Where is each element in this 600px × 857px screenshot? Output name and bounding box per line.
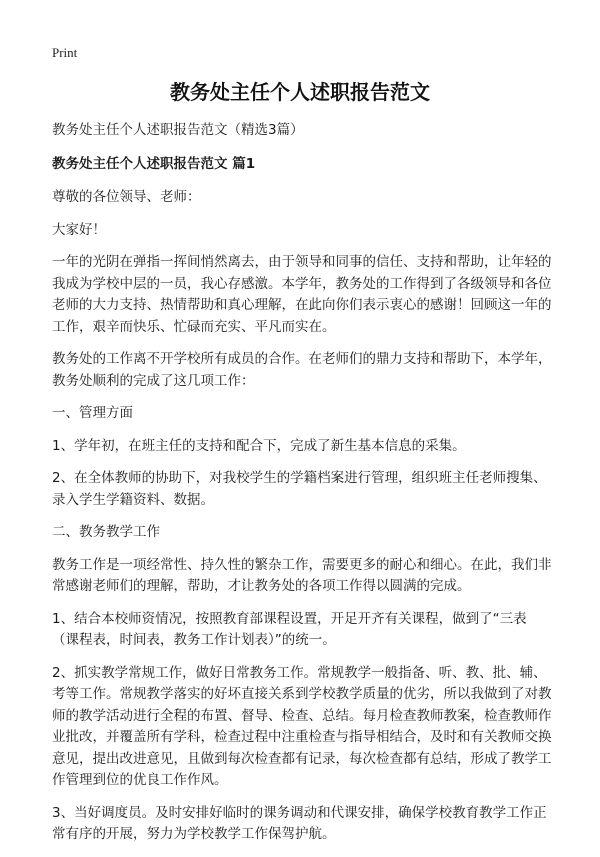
subheading-teaching: 二、教务教学工作: [52, 524, 160, 540]
list-item: 1、结合本校师资情况，按照教育部课程设置，开足开齐有关课程，做到了“三表（课程表，时间表，教务工作计划表）”的统一。: [52, 610, 527, 648]
subheading-management: 一、管理方面: [52, 405, 133, 421]
list-item: 3、当好调度员。及时安排好临时的课务调动和代课安排，确保学校教育教学工作正常有序的开展，努力为学校教学工作保驾护航。: [52, 804, 547, 842]
document-body: [52, 120, 552, 857]
document-intro: 教务处主任个人述职报告范文（精选3篇）: [52, 122, 304, 138]
print-link[interactable]: Print: [52, 45, 78, 60]
salutation: 尊敬的各位领导、老师：: [52, 189, 201, 205]
list-item: 1、学年初，在班主任的支持和配合下，完成了新生基本信息的采集。: [52, 437, 466, 454]
list-item: 2、抓实教学常规工作，做好日常教务工作。常规教学一般指备、听、教、批、辅、考等工作。常规教学落实的好坏直接关系到学校教学质量的优劣，所以我做到了对教师的教学活动进行全程的布置、督导、检查、总结。每月检查教师教案，检查教师作业批改，并覆盖所有学科，检查过程中注重检查与指导相结合，及时和有关教师交换意见，提出改进意见，且做到每次检查都有记录，每次检查都有总结，形成了教学工作管理到位的优良工作作风。: [52, 664, 552, 788]
list-item: 2、在全体教师的协助下，对我校学生的学籍档案进行管理，组织班主任老师搜集、录入学生学籍资料、数据。: [52, 470, 547, 508]
greeting: 大家好！: [52, 221, 106, 238]
paragraph-review: 一年的光阴在弹指一挥间悄然离去，由于领导和同事的信任、支持和帮助，让年轻的我成为学校中层的一员，我心存感激。本学年，教务处的工作得到了各级领导和各位老师的大力支持、热情帮助和真心理解，在此向你们表示衷心的感谢！回顾这一年的工作，艰辛而快乐、忙碌而充实、平凡而实在。: [52, 254, 552, 335]
paragraph-cooperation: 教务处的工作离不开学校所有成员的合作。在老师们的鼎力支持和帮助下，本学年，教务处顺利的完成了这几项工作：: [52, 351, 552, 389]
section-heading: 教务处主任个人述职报告范文 篇1: [52, 155, 256, 172]
document-title: 教务处主任个人述职报告范文: [170, 80, 430, 104]
paragraph-teaching: 教务工作是一项经常性、持久性的繁杂工作，需要更多的耐心和细心。在此，我们非常感谢老师们的理解，帮助，才让教务处的各项工作得以圆满的完成。: [52, 556, 552, 594]
